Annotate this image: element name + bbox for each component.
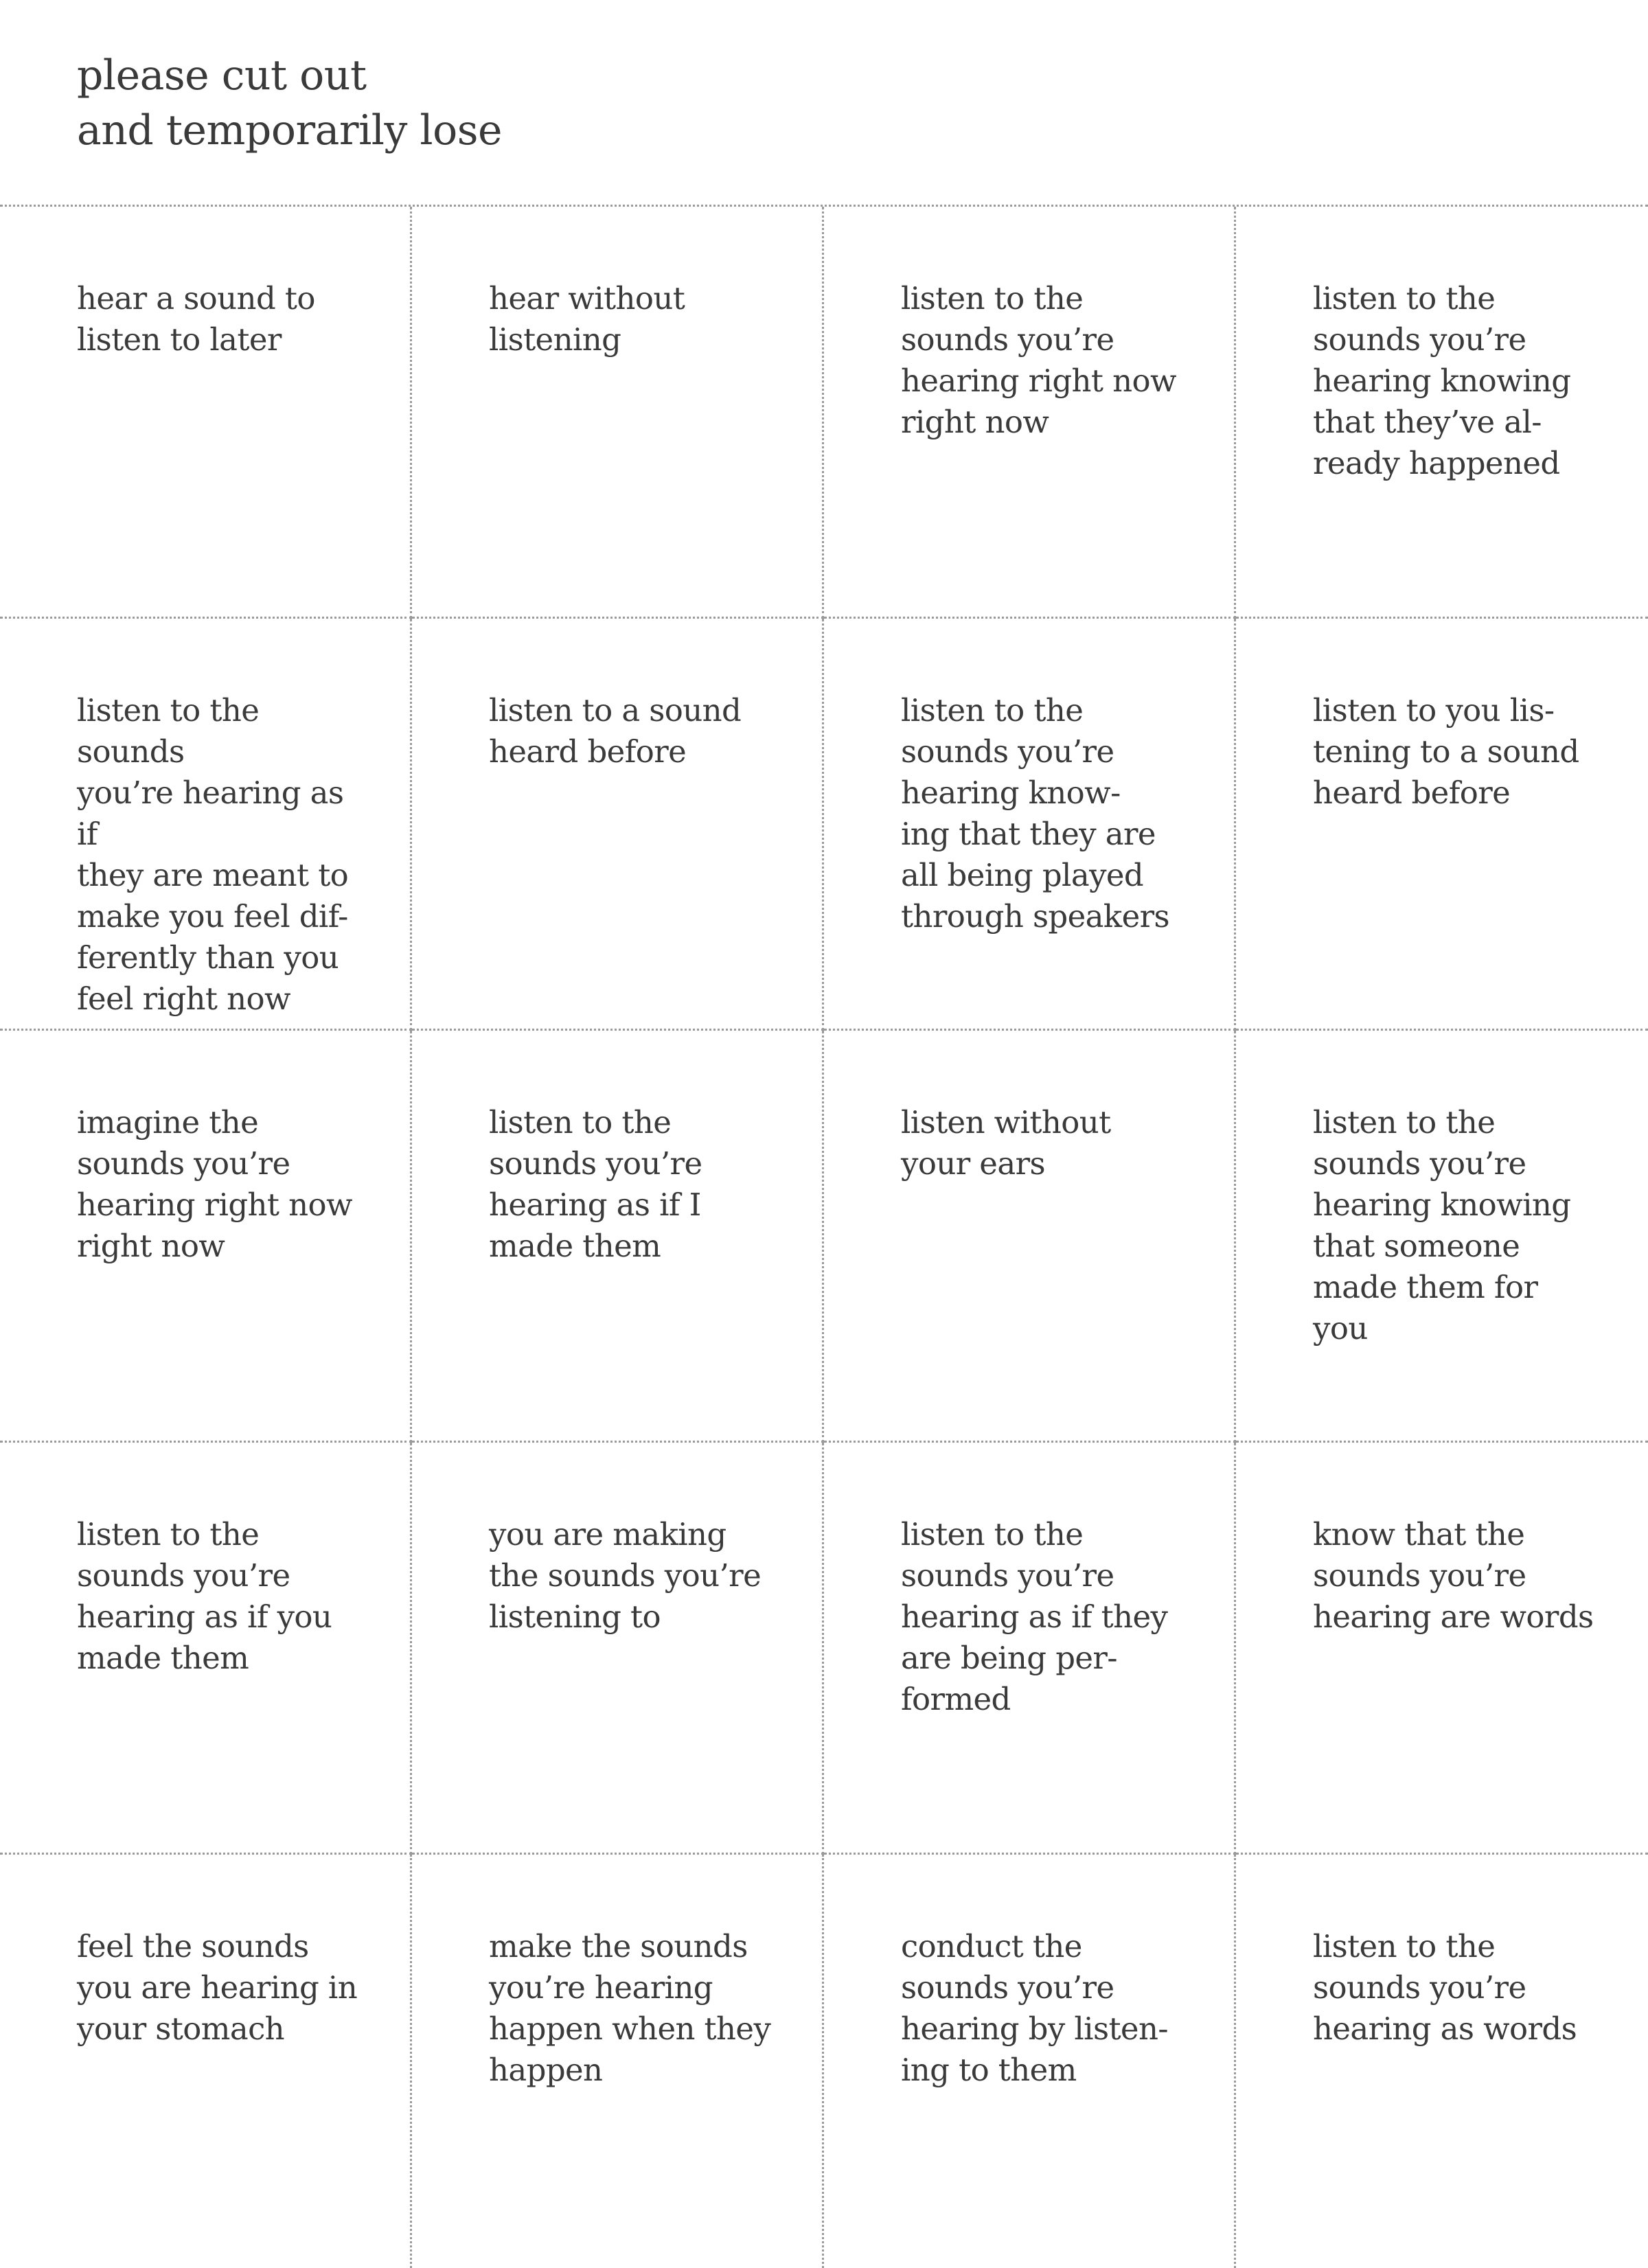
card-instruction: listen to the sounds you’re hearing right now right now <box>901 280 1176 440</box>
card-instruction: listen to the sounds you’re hearing as if I made them <box>489 1104 702 1264</box>
card-instruction: listen to the sounds you’re hearing knowing that someone made them for you <box>1313 1104 1571 1347</box>
cutout-card <box>824 207 1236 619</box>
card-instruction: listen to the sounds you’re hearing as words <box>1313 1928 1577 2047</box>
card-instruction: imagine the sounds you’re hearing right now right now <box>77 1104 352 1264</box>
cutout-card <box>412 1443 824 1855</box>
title-line-1: please cut out <box>77 51 367 100</box>
card-instruction: conduct the sounds you’re hearing by listen- ing to them <box>901 1928 1168 2088</box>
card-instruction: listen to the sounds you’re hearing as if you made them <box>77 1516 332 1676</box>
cutout-card <box>0 619 412 1031</box>
card-instruction: feel the sounds you are hearing in your stomach <box>77 1928 358 2047</box>
cutout-card <box>1236 207 1648 619</box>
cutout-card <box>412 1031 824 1443</box>
card-instruction: hear a sound to listen to later <box>77 280 315 358</box>
card-instruction: know that the sounds you’re hearing are words <box>1313 1516 1594 1635</box>
card-instruction: listen to the sounds you’re hearing knowing that they’ve al- ready happened <box>1313 280 1571 481</box>
cutout-card-grid <box>0 205 1648 2266</box>
card-instruction: listen to the sounds you’re hearing know- ing that they are all being played through speakers <box>901 692 1170 935</box>
cutout-card <box>0 1443 412 1855</box>
cutout-card <box>412 1855 824 2268</box>
page-title <box>77 48 901 158</box>
card-instruction: listen to the sounds you’re hearing as if they are being per- formed <box>901 1516 1168 1717</box>
cutout-card <box>0 1031 412 1443</box>
cutout-card <box>824 1855 1236 2268</box>
cutout-card <box>1236 1443 1648 1855</box>
cutout-card <box>824 619 1236 1031</box>
card-instruction: listen to the sounds you’re hearing as if they are meant to make you feel dif- ferently than you feel right now <box>77 692 349 1017</box>
card-instruction: listen to a sound heard before <box>489 692 742 770</box>
card-instruction: listen to you lis- tening to a sound heard before <box>1313 692 1579 811</box>
card-instruction: listen without your ears <box>901 1104 1111 1182</box>
card-instruction: make the sounds you’re hearing happen when they happen <box>489 1928 771 2088</box>
cutout-card <box>0 1855 412 2268</box>
cutout-card <box>0 207 412 619</box>
cutout-card <box>412 207 824 619</box>
cutout-card <box>1236 1031 1648 1443</box>
cutout-card <box>1236 619 1648 1031</box>
card-instruction: you are making the sounds you’re listening to <box>489 1516 762 1635</box>
card-instruction: hear without listening <box>489 280 685 358</box>
title-line-2: and temporarily lose <box>77 106 503 154</box>
cutout-card <box>1236 1855 1648 2268</box>
cutout-card <box>824 1443 1236 1855</box>
cutout-card <box>824 1031 1236 1443</box>
cutout-card <box>412 619 824 1031</box>
